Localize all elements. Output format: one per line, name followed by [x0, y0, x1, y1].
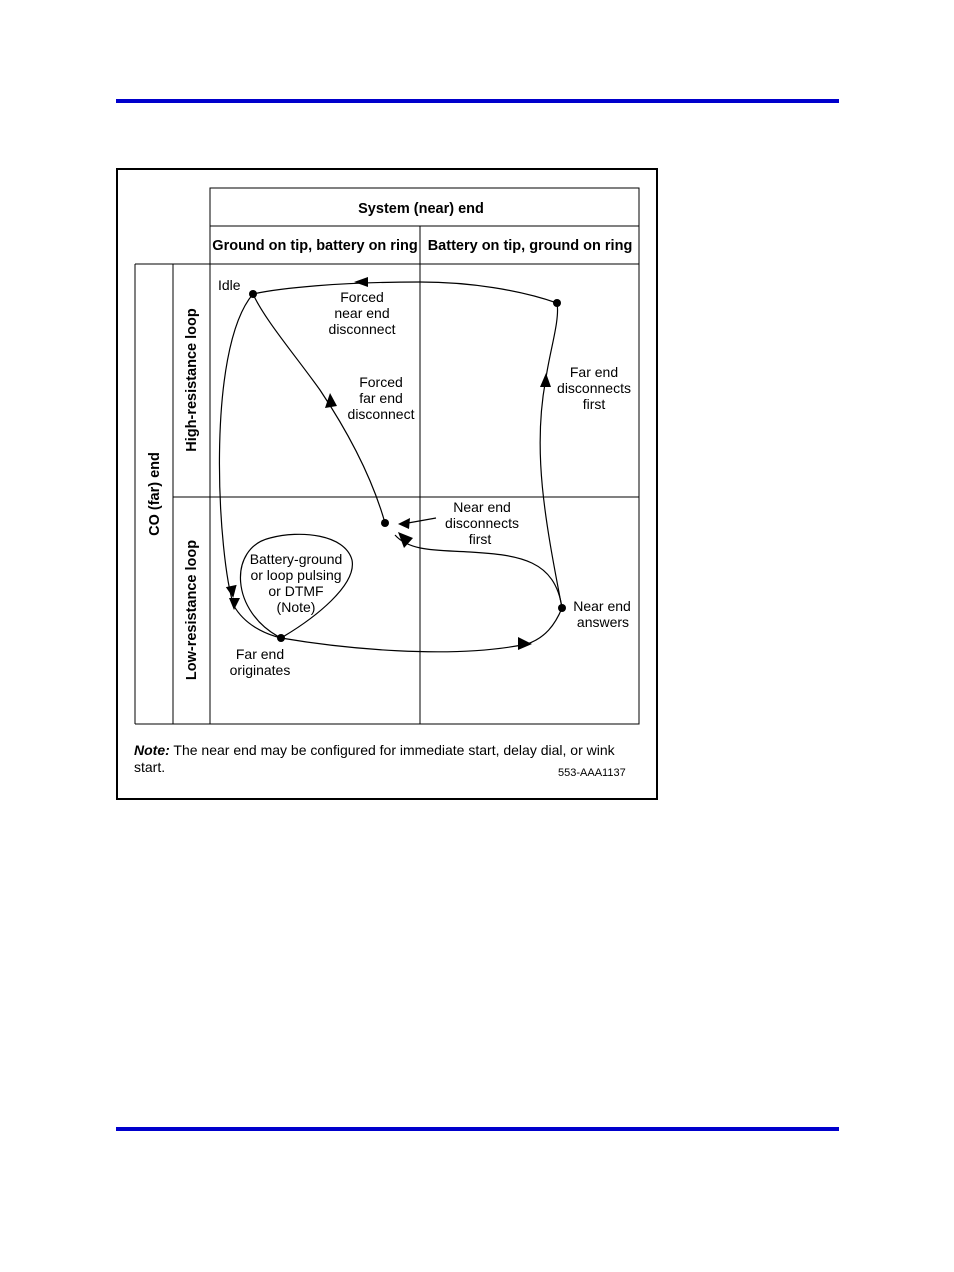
svg-text:originates: originates	[229, 662, 291, 678]
low-resistance-row-header: Low-resistance loop	[184, 539, 200, 681]
svg-text:or DTMF: or DTMF	[268, 583, 324, 599]
state-diagram	[116, 168, 658, 800]
svg-text:disconnect: disconnect	[347, 406, 415, 422]
forced-near-disconnect-path	[253, 282, 557, 303]
svg-text:disconnects: disconnects	[445, 515, 519, 531]
near-disconnect-state-dot	[381, 519, 389, 527]
answer-state-dot	[558, 604, 566, 612]
header-rule	[116, 99, 839, 103]
svg-text:Near end: Near end	[573, 598, 631, 614]
footer-rule	[116, 1127, 839, 1131]
system-near-end-header: System (near) end	[358, 201, 484, 217]
high-resistance-row-header: High-resistance loop	[184, 308, 200, 452]
svg-text:Forced: Forced	[340, 289, 384, 305]
co-far-end-header: CO (far) end	[147, 452, 163, 536]
svg-text:near end: near end	[334, 305, 390, 321]
answer-to-far-disconnect-path	[540, 303, 562, 608]
forced-near-end-disconnect-label	[329, 289, 396, 337]
arrow-forced-near-disconnect	[354, 277, 368, 287]
idle-to-originate-path	[219, 294, 253, 606]
svg-text:answers: answers	[576, 614, 630, 630]
svg-text:Far end: Far end	[569, 364, 619, 380]
near-end-answers-label	[573, 598, 631, 630]
battery-ground-label	[250, 551, 343, 615]
col-battery-on-tip-header: Battery on tip, ground on ring	[427, 238, 633, 254]
far-end-originates-label	[230, 646, 291, 678]
arrow-pulsing-loop	[226, 585, 239, 599]
near-end-disconnects-first-label	[445, 499, 519, 547]
table-grid	[135, 188, 639, 724]
note-label: Note:	[134, 742, 170, 758]
far-end-disconnects-first-label	[557, 364, 631, 412]
svg-text:Forced: Forced	[359, 374, 403, 390]
svg-text:disconnect: disconnect	[328, 321, 396, 337]
idle-to-originate-tail	[234, 606, 281, 638]
svg-text:far end: far end	[359, 390, 403, 406]
pointer-line	[408, 518, 436, 523]
svg-text:disconnects: disconnects	[557, 380, 631, 396]
forced-far-end-disconnect-label	[348, 374, 415, 422]
idle-state-dot	[249, 290, 257, 298]
arrow-answer-to-far-disconnect	[540, 373, 551, 387]
svg-text:(Note): (Note)	[276, 599, 316, 615]
idle-label: Idle	[218, 277, 241, 293]
arrow-originate-to-answer	[518, 637, 532, 650]
col-ground-on-tip-header: Ground on tip, battery on ring	[212, 238, 418, 254]
svg-text:Near end: Near end	[453, 499, 511, 515]
arrow-idle-to-originate	[229, 598, 240, 610]
svg-text:or loop pulsing: or loop pulsing	[250, 567, 342, 583]
originate-state-dot	[277, 634, 285, 642]
svg-text:Far end: Far end	[235, 646, 285, 662]
svg-text:Battery-ground: Battery-ground	[249, 551, 343, 567]
far-disconnect-state-dot	[553, 299, 561, 307]
note-text: The near end may be configured for immediate start, delay dial, or wink start.	[134, 742, 615, 775]
svg-text:first: first	[468, 531, 492, 547]
svg-text:first: first	[582, 396, 606, 412]
figure-id: 553-AAA1137	[558, 767, 626, 779]
